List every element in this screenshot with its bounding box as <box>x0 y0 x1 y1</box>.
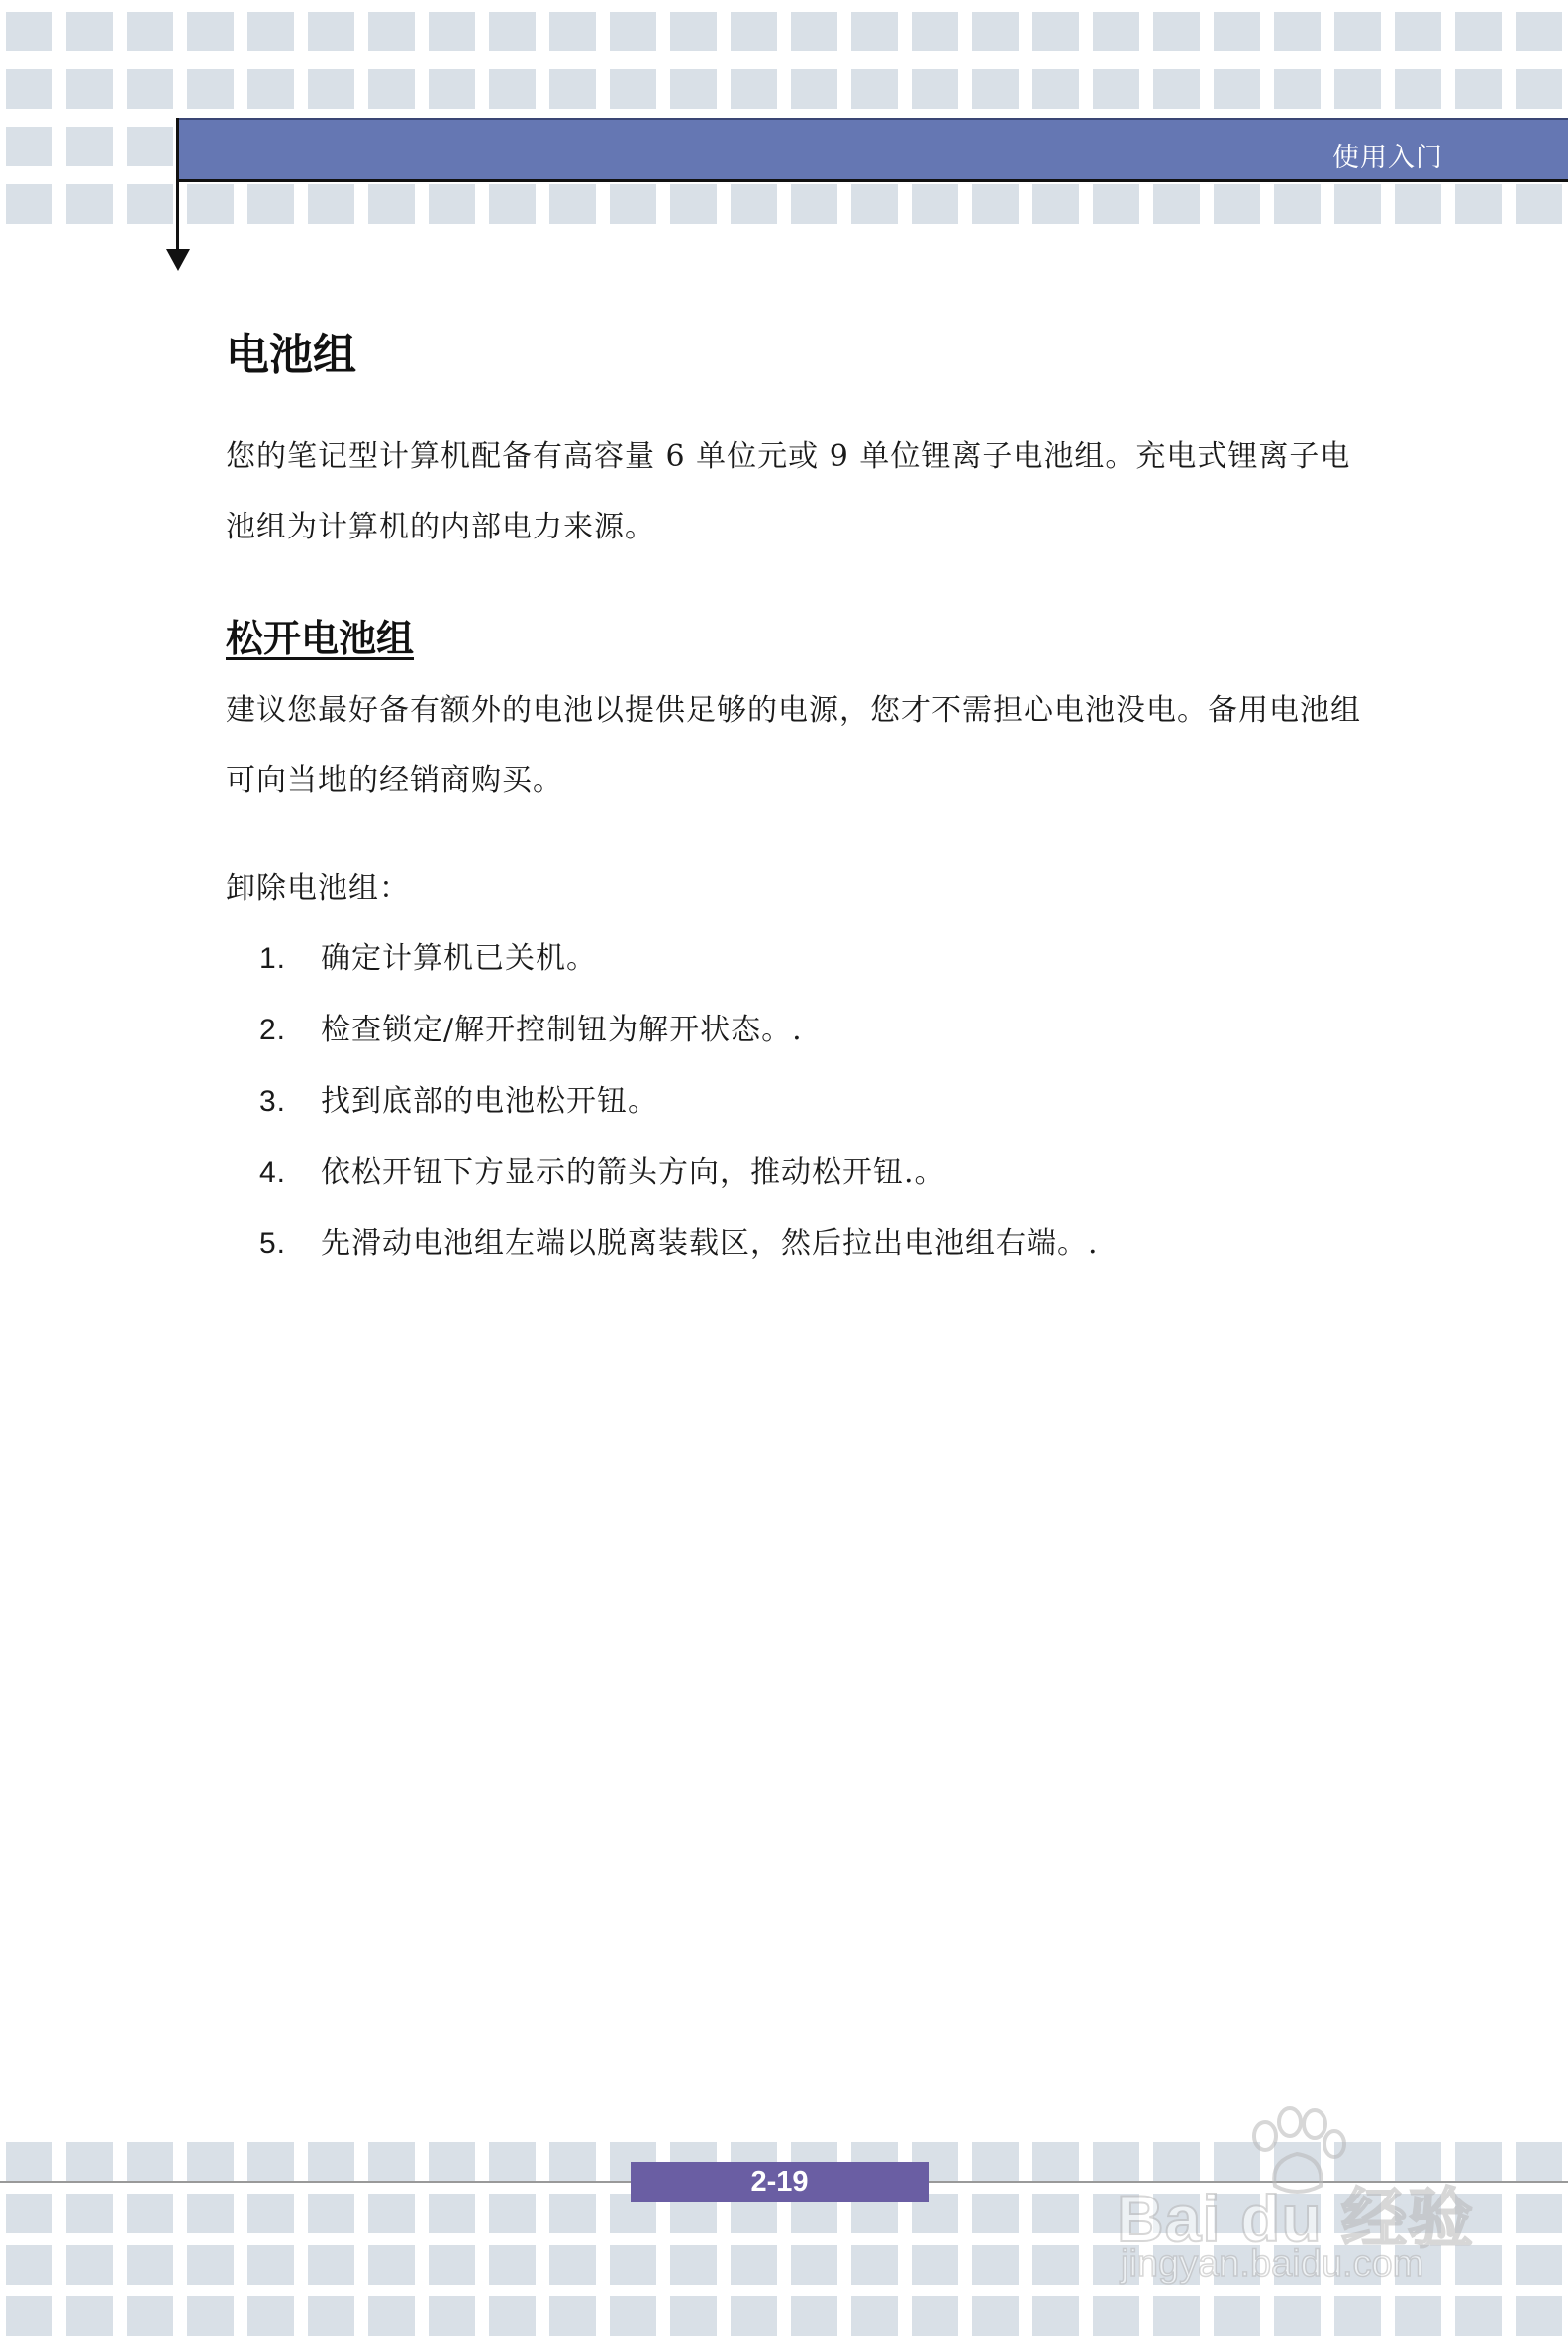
grid-square <box>429 2194 475 2233</box>
watermark-url: jingyan.baidu.com <box>1121 2243 1424 2285</box>
grid-square <box>1274 12 1321 51</box>
grid-square <box>731 2296 777 2336</box>
page-title: 电池组 <box>226 330 356 380</box>
grid-square <box>912 2245 958 2285</box>
grid-square <box>1395 69 1441 109</box>
grid-square <box>6 69 52 109</box>
grid-square <box>187 2245 234 2285</box>
grid-square <box>731 2245 777 2285</box>
step-text: 先滑动电池组左端以脱离装载区，然后拉出电池组右端。. <box>321 1226 1099 1261</box>
grid-square <box>489 12 536 51</box>
header-band <box>176 118 1568 182</box>
intro-paragraph: 您的笔记型计算机配备有高容量 6 单位元或 9 单位锂离子电池组。充电式锂离子电池组为计算机的内部电力来源。 <box>226 440 1351 544</box>
grid-square <box>1334 12 1381 51</box>
grid-square <box>731 12 777 51</box>
grid-square <box>247 2296 294 2336</box>
grid-square <box>247 2194 294 2233</box>
grid-square <box>368 2194 415 2233</box>
grid-square <box>1516 2296 1562 2336</box>
grid-square <box>1153 12 1200 51</box>
grid-square <box>1334 2296 1381 2336</box>
grid-square <box>549 2296 596 2336</box>
page-content <box>226 317 1364 1280</box>
grid-square <box>429 184 475 224</box>
grid-square <box>187 12 234 51</box>
list-item <box>226 1137 1364 1209</box>
grid-square <box>791 2245 837 2285</box>
grid-square <box>1455 184 1502 224</box>
grid-square <box>6 2194 52 2233</box>
grid-square <box>429 12 475 51</box>
grid-row <box>0 184 1568 228</box>
grid-square <box>851 2296 898 2336</box>
grid-square <box>127 2245 173 2285</box>
list-item <box>226 1066 1364 1137</box>
grid-square <box>247 184 294 224</box>
section-title: 松开电池组 <box>226 617 415 660</box>
grid-square <box>368 2245 415 2285</box>
grid-square <box>66 184 113 224</box>
grid-square <box>187 2194 234 2233</box>
page-number-badge <box>631 2162 929 2202</box>
grid-square <box>368 2296 415 2336</box>
grid-square <box>1214 2296 1260 2336</box>
grid-square <box>127 127 173 166</box>
grid-square <box>912 12 958 51</box>
grid-square <box>1032 69 1079 109</box>
grid-square <box>1214 12 1260 51</box>
grid-square <box>308 69 354 109</box>
grid-square <box>1334 184 1381 224</box>
header-stem-line <box>176 118 179 252</box>
grid-row <box>0 12 1568 55</box>
grid-square <box>429 69 475 109</box>
grid-square <box>1455 2296 1502 2336</box>
grid-square <box>549 12 596 51</box>
grid-square <box>670 184 717 224</box>
down-arrow-icon <box>166 249 190 271</box>
grid-square <box>1455 69 1502 109</box>
grid-square <box>1214 69 1260 109</box>
grid-square <box>127 2296 173 2336</box>
grid-square <box>247 69 294 109</box>
grid-square <box>308 184 354 224</box>
grid-square <box>972 2245 1019 2285</box>
grid-square <box>66 12 113 51</box>
grid-square <box>489 2245 536 2285</box>
grid-square <box>1516 184 1562 224</box>
grid-square <box>1395 12 1441 51</box>
grid-square <box>308 12 354 51</box>
grid-square <box>247 12 294 51</box>
grid-square <box>368 69 415 109</box>
step-number: 2. <box>259 1014 287 1046</box>
watermark-brand: Bai du 经验 <box>1117 2182 1475 2255</box>
grid-square <box>6 2296 52 2336</box>
grid-square <box>1395 2296 1441 2336</box>
step-number: 3. <box>259 1085 287 1118</box>
grid-square <box>610 12 656 51</box>
grid-square <box>972 69 1019 109</box>
grid-square <box>670 69 717 109</box>
grid-row <box>0 69 1568 113</box>
grid-square <box>1032 2142 1079 2182</box>
step-text: 依松开钮下方显示的箭头方向，推动松开钮.。 <box>321 1155 945 1190</box>
grid-square <box>1093 2296 1139 2336</box>
grid-square <box>6 2142 52 2182</box>
step-text: 找到底部的电池松开钮。 <box>321 1084 658 1119</box>
decorative-grid-top <box>0 0 1568 230</box>
grid-square <box>6 184 52 224</box>
grid-square <box>6 2245 52 2285</box>
grid-square <box>851 69 898 109</box>
grid-square <box>851 12 898 51</box>
grid-square <box>308 2142 354 2182</box>
grid-square <box>6 127 52 166</box>
grid-square <box>972 2296 1019 2336</box>
grid-square <box>549 69 596 109</box>
grid-square <box>972 2194 1019 2233</box>
grid-square <box>308 2194 354 2233</box>
step-text: 检查锁定/解开控制钮为解开状态。. <box>321 1013 803 1047</box>
grid-square <box>1274 2296 1321 2336</box>
grid-square <box>731 184 777 224</box>
grid-square <box>549 2194 596 2233</box>
grid-square <box>1032 184 1079 224</box>
grid-square <box>1214 184 1260 224</box>
grid-square <box>247 2245 294 2285</box>
grid-square <box>187 2142 234 2182</box>
grid-square <box>247 2142 294 2182</box>
grid-square <box>972 2142 1019 2182</box>
grid-square <box>127 12 173 51</box>
grid-square <box>489 2142 536 2182</box>
step-text: 确定计算机已关机。 <box>321 941 597 976</box>
grid-row <box>0 2296 1568 2340</box>
grid-square <box>308 2296 354 2336</box>
grid-square <box>66 2245 113 2285</box>
grid-square <box>368 2142 415 2182</box>
grid-square <box>731 69 777 109</box>
header-section-title: 使用入门 <box>1332 143 1443 173</box>
grid-square <box>308 2245 354 2285</box>
grid-square <box>429 2296 475 2336</box>
grid-square <box>1032 2245 1079 2285</box>
grid-square <box>1032 2296 1079 2336</box>
grid-square <box>1153 2296 1200 2336</box>
grid-square <box>791 12 837 51</box>
grid-square <box>791 69 837 109</box>
grid-square <box>127 69 173 109</box>
grid-square <box>610 184 656 224</box>
baidu-watermark <box>1107 2106 1542 2289</box>
grid-square <box>1093 69 1139 109</box>
grid-square <box>66 2296 113 2336</box>
grid-square <box>187 184 234 224</box>
grid-square <box>127 184 173 224</box>
grid-square <box>972 184 1019 224</box>
grid-square <box>1093 184 1139 224</box>
grid-square <box>1395 184 1441 224</box>
grid-square <box>66 2142 113 2182</box>
steps-list <box>226 924 1364 1280</box>
grid-square <box>66 2194 113 2233</box>
grid-square <box>66 69 113 109</box>
grid-square <box>1153 184 1200 224</box>
grid-square <box>127 2142 173 2182</box>
grid-square <box>1032 12 1079 51</box>
list-item <box>226 1209 1364 1280</box>
grid-square <box>549 2245 596 2285</box>
grid-square <box>1153 69 1200 109</box>
grid-square <box>1093 12 1139 51</box>
grid-square <box>1032 2194 1079 2233</box>
grid-square <box>429 2142 475 2182</box>
grid-square <box>610 2296 656 2336</box>
grid-square <box>912 184 958 224</box>
grid-square <box>489 184 536 224</box>
grid-square <box>791 2296 837 2336</box>
grid-square <box>912 2296 958 2336</box>
grid-square <box>489 2194 536 2233</box>
grid-square <box>972 12 1019 51</box>
list-item <box>226 924 1364 995</box>
grid-square <box>791 184 837 224</box>
grid-square <box>187 69 234 109</box>
grid-square <box>127 2194 173 2233</box>
grid-square <box>66 127 113 166</box>
grid-square <box>851 184 898 224</box>
grid-square <box>1516 69 1562 109</box>
list-item <box>226 995 1364 1066</box>
step-number: 1. <box>259 942 287 975</box>
grid-square <box>368 184 415 224</box>
grid-square <box>670 2296 717 2336</box>
grid-square <box>851 2245 898 2285</box>
grid-square <box>1274 184 1321 224</box>
grid-square <box>368 12 415 51</box>
grid-square <box>670 12 717 51</box>
grid-square <box>489 2296 536 2336</box>
grid-square <box>489 69 536 109</box>
step-number: 5. <box>259 1227 287 1260</box>
grid-square <box>610 2245 656 2285</box>
grid-square <box>6 12 52 51</box>
grid-square <box>549 2142 596 2182</box>
grid-square <box>912 69 958 109</box>
grid-square <box>670 2245 717 2285</box>
grid-square <box>549 184 596 224</box>
grid-square <box>187 2296 234 2336</box>
grid-square <box>1274 69 1321 109</box>
grid-square <box>1455 12 1502 51</box>
grid-square <box>1516 12 1562 51</box>
grid-square <box>1334 69 1381 109</box>
grid-square <box>610 69 656 109</box>
step-number: 4. <box>259 1156 287 1189</box>
section-paragraph: 建议您最好备有额外的电池以提供足够的电源，您才不需担心电池没电。备用电池组可向当地的经销商购买。 <box>226 693 1361 798</box>
page-number: 2-19 <box>750 2166 809 2198</box>
grid-square <box>429 2245 475 2285</box>
steps-label: 卸除电池组： <box>226 871 410 906</box>
